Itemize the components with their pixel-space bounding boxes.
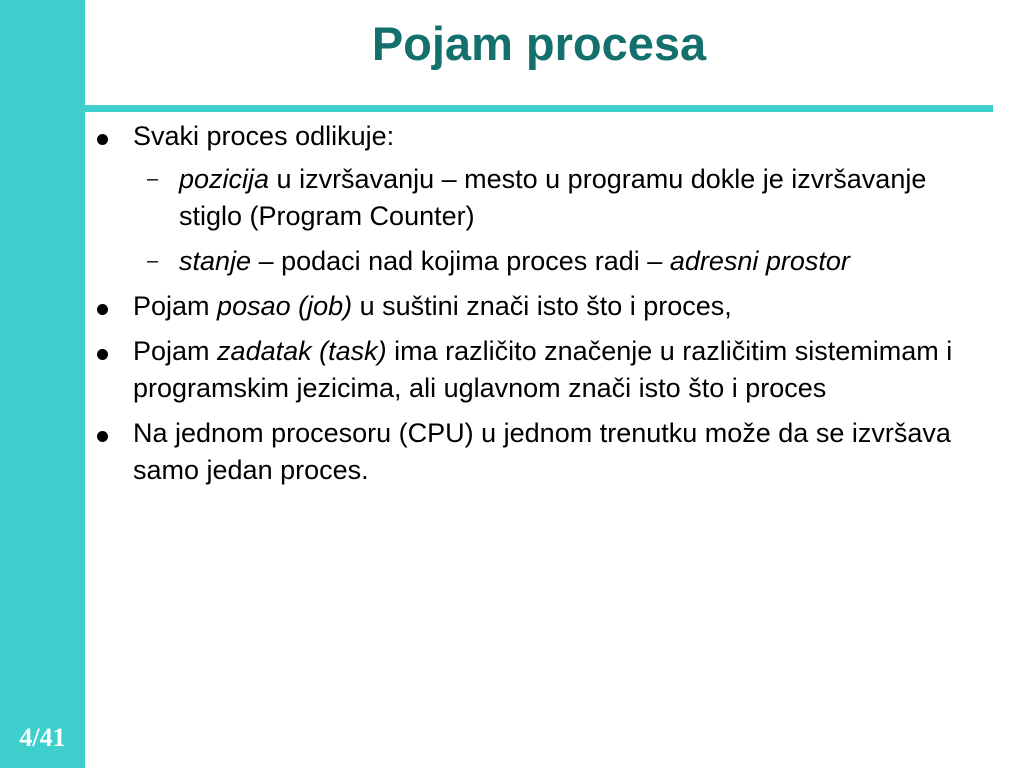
term-posao: posao (job) [217, 291, 353, 321]
term-adresni-prostor: adresni prostor [669, 246, 850, 276]
bullet-dot-icon [97, 304, 108, 315]
bullet-text: Pojam [133, 291, 218, 321]
bullet-dot-icon [97, 431, 108, 442]
bullet-text: Na jednom procesoru (CPU) u jednom trenutku može da se izvršava samo jedan proces. [133, 418, 951, 485]
bullet-text: Svaki proces odlikuje: [133, 121, 395, 151]
sub-bullet-item [96, 161, 996, 235]
sub-bullet-text: – podaci nad kojima proces radi – [251, 246, 670, 276]
dash-icon: – [147, 250, 159, 272]
slide-title: Pojam procesa [371, 17, 707, 70]
bullet-item [96, 415, 996, 489]
bullet-dot-icon [97, 134, 108, 145]
term-stanje: stanje [179, 246, 252, 276]
bullet-item [96, 288, 996, 325]
left-sidebar [0, 0, 85, 768]
term-zadatak: zadatak (task) [217, 336, 387, 366]
bullet-item [96, 118, 996, 155]
bullet-text: u suštini znači isto što i proces, [352, 291, 732, 321]
bullet-text: ima različito značenje u različitim sistemimam i programskim jezicima, ali uglavnom znači isto što i proces [133, 336, 953, 403]
sub-bullet-item [96, 243, 996, 280]
title-divider [85, 105, 993, 112]
bullet-text: Pojam [133, 336, 218, 366]
dash-icon: – [147, 168, 159, 190]
slide-content [96, 118, 996, 489]
slide-number: 4/41 [19, 723, 66, 752]
bullet-item [96, 333, 996, 407]
bullet-dot-icon [97, 349, 108, 360]
term-pozicija: pozicija [179, 164, 270, 194]
sub-bullet-text: u izvršavanju – mesto u programu dokle je izvršavanje stiglo (Program Counter) [179, 164, 927, 231]
